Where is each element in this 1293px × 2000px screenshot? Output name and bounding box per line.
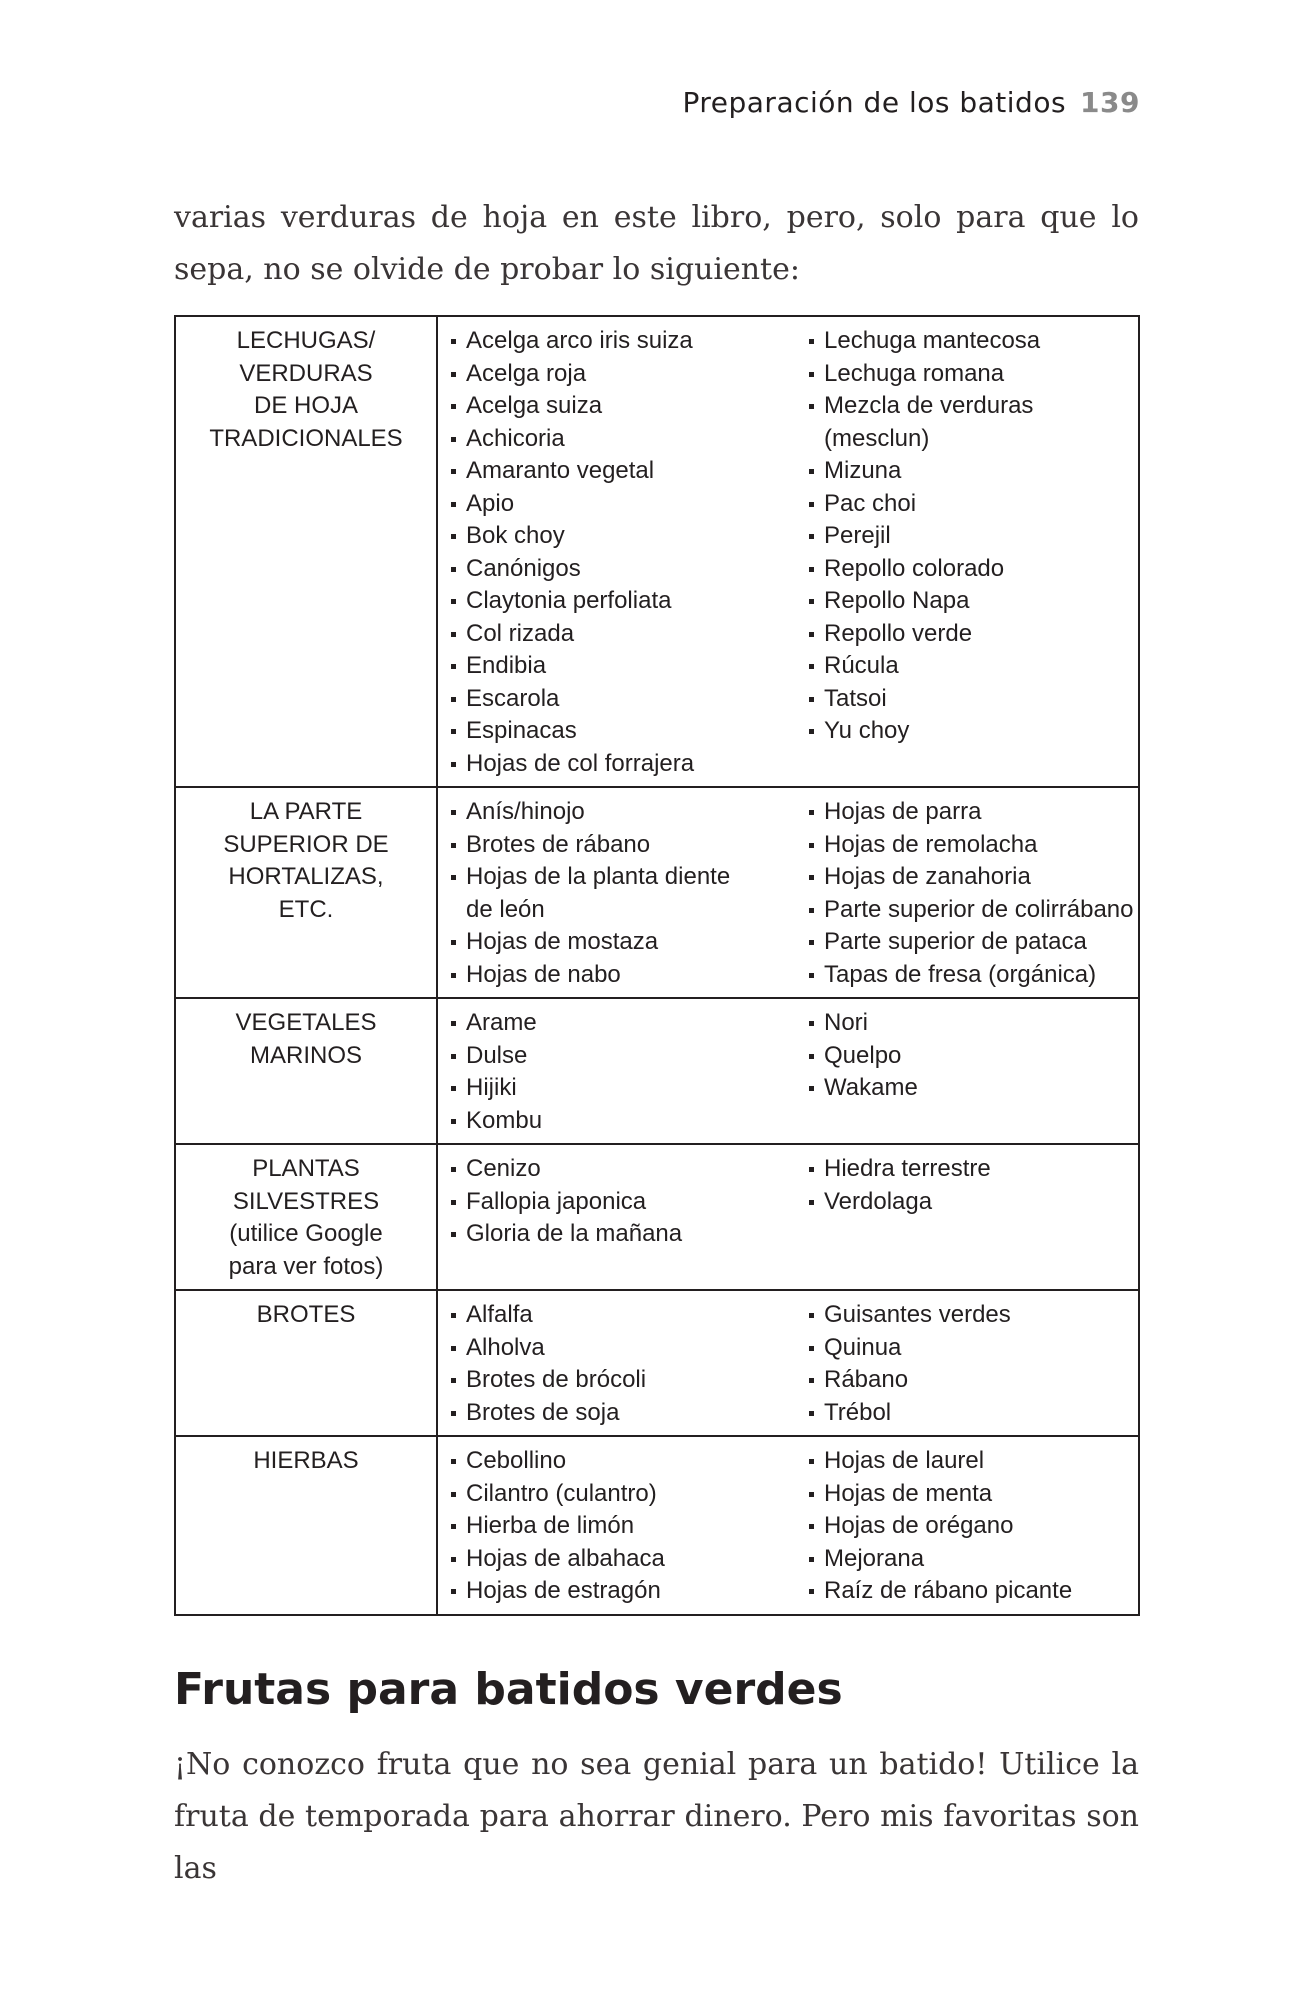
list-item: Dulse: [448, 1040, 806, 1073]
list-item: Verdolaga: [806, 1186, 1134, 1219]
item-column: [806, 325, 1134, 780]
greens-table-body: [175, 316, 1139, 1615]
category-cell: [175, 1436, 437, 1615]
item-columns: [448, 1445, 1134, 1608]
list-item: Parte superior de pataca: [806, 926, 1134, 959]
list-item: Quinua: [806, 1332, 1134, 1365]
list-item: Quelpo: [806, 1040, 1134, 1073]
list-item: Cilantro (culantro): [448, 1478, 806, 1511]
list-item: Cebollino: [448, 1445, 806, 1478]
list-item: Hojas de remolacha: [806, 829, 1134, 862]
table-row: [175, 1290, 1139, 1436]
items-cell: [437, 787, 1139, 998]
bullet-list: [448, 1007, 806, 1137]
list-item: Hojas de nabo: [448, 959, 806, 992]
list-item: Hojas de orégano: [806, 1510, 1134, 1543]
item-columns: [448, 796, 1134, 991]
running-title: Preparación de los batidos: [682, 86, 1067, 119]
list-item: Hojas de zanahoria: [806, 861, 1134, 894]
item-columns: [448, 1007, 1134, 1137]
list-item: Lechuga mantecosa: [806, 325, 1134, 358]
item-column: [806, 1007, 1134, 1137]
bullet-list: [806, 1153, 1134, 1218]
items-cell: [437, 316, 1139, 787]
items-cell: [437, 1144, 1139, 1290]
table-row: [175, 316, 1139, 787]
bullet-list: [448, 325, 806, 780]
list-item: Claytonia perfoliata: [448, 585, 806, 618]
item-column: [448, 1153, 806, 1251]
list-item: Apio: [448, 488, 806, 521]
bullet-list: [806, 1445, 1134, 1608]
list-item: Achicoria: [448, 423, 806, 456]
list-item: Nori: [806, 1007, 1134, 1040]
list-item: Escarola: [448, 683, 806, 716]
bullet-list: [806, 1299, 1134, 1429]
category-label: PLANTAS SILVESTRES (utilice Google para ver fotos): [228, 1155, 384, 1280]
category-cell: [175, 1144, 437, 1290]
list-item: Guisantes verdes: [806, 1299, 1134, 1332]
bullet-list: [448, 1153, 806, 1251]
list-item: Tatsoi: [806, 683, 1134, 716]
list-item: Alfalfa: [448, 1299, 806, 1332]
intro-paragraph: varias verduras de hoja en este libro, pero, solo para que lo sepa, no se olvide de probar lo siguiente:: [174, 200, 1139, 287]
list-item: Acelga suiza: [448, 390, 806, 423]
item-column: [806, 1299, 1134, 1429]
category-label: BROTES: [256, 1301, 356, 1328]
list-item: Parte superior de colirrábano: [806, 894, 1134, 927]
list-item: Brotes de brócoli: [448, 1364, 806, 1397]
list-item: Hojas de la planta diente de león: [448, 861, 806, 926]
list-item: Fallopia japonica: [448, 1186, 806, 1219]
section-heading: Frutas para batidos verdes: [174, 1664, 843, 1715]
list-item: Yu choy: [806, 715, 1134, 748]
category-label: HIERBAS: [253, 1447, 359, 1474]
items-cell: [437, 998, 1139, 1144]
list-item: Hiedra terrestre: [806, 1153, 1134, 1186]
bullet-list: [448, 1445, 806, 1608]
item-column: [448, 325, 806, 780]
item-columns: [448, 1153, 1134, 1251]
bullet-list: [448, 796, 806, 991]
list-item: Raíz de rábano picante: [806, 1575, 1134, 1608]
list-item: Brotes de soja: [448, 1397, 806, 1430]
category-cell: [175, 1290, 437, 1436]
list-item: Hojas de parra: [806, 796, 1134, 829]
list-item: Repollo verde: [806, 618, 1134, 651]
items-cell: [437, 1290, 1139, 1436]
list-item: Hierba de limón: [448, 1510, 806, 1543]
bullet-list: [448, 1299, 806, 1429]
list-item: Lechuga romana: [806, 358, 1134, 391]
list-item: Amaranto vegetal: [448, 455, 806, 488]
list-item: Pac choi: [806, 488, 1134, 521]
list-item: Hojas de albahaca: [448, 1543, 806, 1576]
list-item: Arame: [448, 1007, 806, 1040]
bullet-list: [806, 1007, 1134, 1105]
list-item: Tapas de fresa (orgánica): [806, 959, 1134, 992]
table-row: [175, 998, 1139, 1144]
page-number: 139: [1080, 86, 1140, 119]
greens-table: [174, 315, 1140, 1616]
item-column: [448, 1299, 806, 1429]
list-item: Alholva: [448, 1332, 806, 1365]
list-item: Canónigos: [448, 553, 806, 586]
list-item: Hojas de mostaza: [448, 926, 806, 959]
item-columns: [448, 325, 1134, 780]
items-cell: [437, 1436, 1139, 1615]
item-column: [448, 796, 806, 991]
category-label: LA PARTE SUPERIOR DE HORTALIZAS, ETC.: [223, 798, 389, 923]
list-item: Kombu: [448, 1105, 806, 1138]
category-cell: [175, 998, 437, 1144]
list-item: Hojas de estragón: [448, 1575, 806, 1608]
list-item: Wakame: [806, 1072, 1134, 1105]
item-columns: [448, 1299, 1134, 1429]
list-item: Rúcula: [806, 650, 1134, 683]
category-cell: [175, 316, 437, 787]
list-item: Hojas de col forrajera: [448, 748, 806, 781]
list-item: Acelga arco iris suiza: [448, 325, 806, 358]
list-item: Perejil: [806, 520, 1134, 553]
list-item: Mejorana: [806, 1543, 1134, 1576]
running-header: [682, 86, 1140, 119]
category-label: VEGETALES MARINOS: [235, 1009, 377, 1069]
list-item: Trébol: [806, 1397, 1134, 1430]
list-item: Hojas de menta: [806, 1478, 1134, 1511]
bullet-list: [806, 325, 1134, 748]
list-item: Brotes de rábano: [448, 829, 806, 862]
table-row: [175, 787, 1139, 998]
list-item: Repollo colorado: [806, 553, 1134, 586]
list-item: Acelga roja: [448, 358, 806, 391]
item-column: [806, 1153, 1134, 1251]
fruit-paragraph: ¡No conozco fruta que no sea genial para un batido! Utilice la fruta de temporada para ahorrar dinero. Pero mis favoritas son las: [174, 1747, 1139, 1886]
list-item: Mizuna: [806, 455, 1134, 488]
item-column: [448, 1007, 806, 1137]
category-cell: [175, 787, 437, 998]
item-column: [806, 796, 1134, 991]
list-item: Col rizada: [448, 618, 806, 651]
list-item: Endibia: [448, 650, 806, 683]
category-label: LECHUGAS/ VERDURAS DE HOJA TRADICIONALES: [209, 327, 403, 452]
item-column: [448, 1445, 806, 1608]
bullet-list: [806, 796, 1134, 991]
list-item: Repollo Napa: [806, 585, 1134, 618]
list-item: Cenizo: [448, 1153, 806, 1186]
list-item: Anís/hinojo: [448, 796, 806, 829]
list-item: Gloria de la mañana: [448, 1218, 806, 1251]
list-item: Espinacas: [448, 715, 806, 748]
table-row: [175, 1436, 1139, 1615]
list-item: Hijiki: [448, 1072, 806, 1105]
list-item: Mezcla de verduras (mesclun): [806, 390, 1134, 455]
list-item: Hojas de laurel: [806, 1445, 1134, 1478]
list-item: Rábano: [806, 1364, 1134, 1397]
list-item: Bok choy: [448, 520, 806, 553]
item-column: [806, 1445, 1134, 1608]
table-row: [175, 1144, 1139, 1290]
